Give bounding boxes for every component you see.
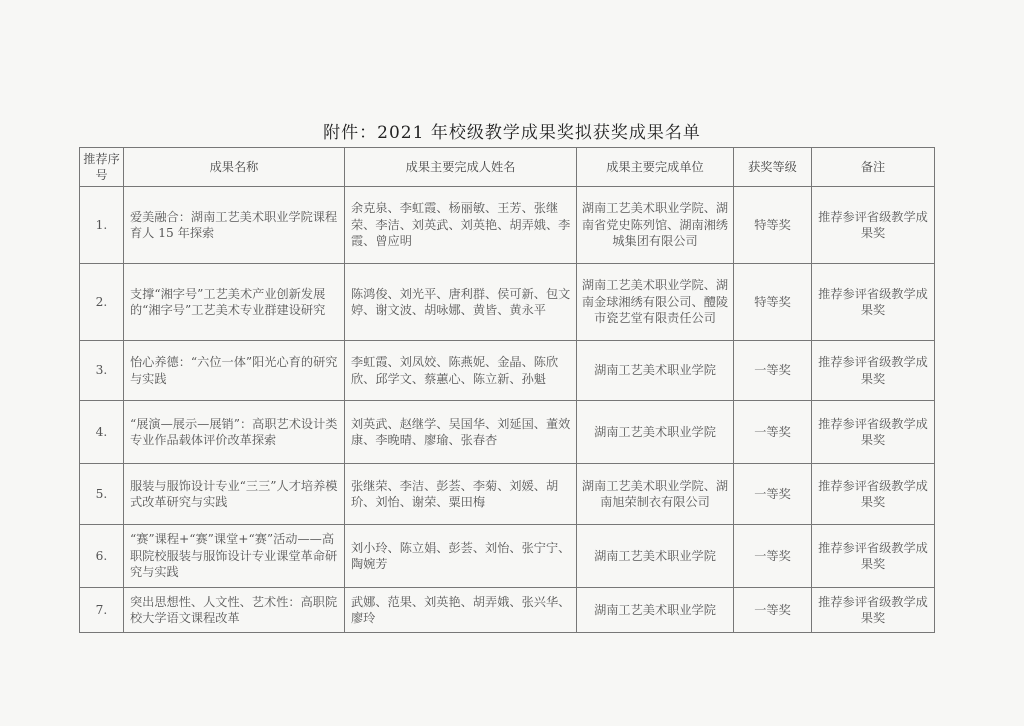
row-index: 6. — [80, 525, 124, 588]
remark: 推荐参评省级教学成果奖 — [812, 401, 935, 464]
award-level: 一等奖 — [734, 525, 812, 588]
completers: 李虹霞、刘凤姣、陈燕妮、金晶、陈欣欣、邱学文、蔡蕙心、陈立新、孙魁 — [345, 341, 577, 401]
remark: 推荐参评省级教学成果奖 — [812, 187, 935, 264]
row-index: 7. — [80, 588, 124, 633]
table-row — [80, 187, 935, 264]
row-index: 2. — [80, 264, 124, 341]
completers: 武娜、范果、刘英艳、胡弄娥、张兴华、廖玲 — [345, 588, 577, 633]
row-index: 1. — [80, 187, 124, 264]
page-title: 附件：2021 年校级教学成果奖拟获奖成果名单 — [323, 123, 701, 143]
remark: 推荐参评省级教学成果奖 — [812, 341, 935, 401]
row-index: 4. — [80, 401, 124, 464]
remark: 推荐参评省级教学成果奖 — [812, 264, 935, 341]
table-row — [80, 464, 935, 525]
table-row — [80, 264, 935, 341]
award-level: 一等奖 — [734, 401, 812, 464]
completers: 陈鸿俊、刘光平、唐利群、侯可新、包文婷、谢文波、胡咏娜、黄皆、黄永平 — [345, 264, 577, 341]
header-name: 成果名称 — [124, 148, 345, 187]
remark: 推荐参评省级教学成果奖 — [812, 525, 935, 588]
completing-unit: 湖南工艺美术职业学院 — [577, 525, 734, 588]
achievement-name: 服装与服饰设计专业“三三”人才培养模式改革研究与实践 — [124, 464, 345, 525]
achievement-name: “赛”课程+“赛”课堂+“赛”活动——高职院校服装与服饰设计专业课堂革命研究与实践 — [124, 525, 345, 588]
achievement-name: 爱美融合：湖南工艺美术职业学院课程育人 15 年探索 — [124, 187, 345, 264]
remark: 推荐参评省级教学成果奖 — [812, 588, 935, 633]
achievement-name: 突出思想性、人文性、艺术性：高职院校大学语文课程改革 — [124, 588, 345, 633]
table-row — [80, 341, 935, 401]
completing-unit: 湖南工艺美术职业学院 — [577, 341, 734, 401]
achievement-name: 怡心养德：“六位一体”阳光心育的研究与实践 — [124, 341, 345, 401]
table-row — [80, 588, 935, 633]
row-index: 5. — [80, 464, 124, 525]
header-level: 获奖等级 — [734, 148, 812, 187]
award-level: 一等奖 — [734, 341, 812, 401]
completing-unit: 湖南工艺美术职业学院 — [577, 588, 734, 633]
table-row — [80, 401, 935, 464]
remark: 推荐参评省级教学成果奖 — [812, 464, 935, 525]
completers: 刘英武、赵继学、吴国华、刘延国、董效康、李晚晴、廖瑜、张春杏 — [345, 401, 577, 464]
award-level: 特等奖 — [734, 264, 812, 341]
completing-unit: 湖南工艺美术职业学院、湖南省党史陈列馆、湖南湘绣城集团有限公司 — [577, 187, 734, 264]
completers: 余克泉、李虹霞、杨丽敏、王芳、张继荣、李洁、刘英武、刘英艳、胡弄娥、李霞、曾应明 — [345, 187, 577, 264]
table-row — [80, 525, 935, 588]
completing-unit: 湖南工艺美术职业学院、湖南旭荣制衣有限公司 — [577, 464, 734, 525]
header-note: 备注 — [812, 148, 935, 187]
completing-unit: 湖南工艺美术职业学院 — [577, 401, 734, 464]
header-people: 成果主要完成人姓名 — [345, 148, 577, 187]
achievement-name: 支撑“湘字号”工艺美术产业创新发展的“湘字号”工艺美术专业群建设研究 — [124, 264, 345, 341]
award-level: 一等奖 — [734, 464, 812, 525]
award-level: 一等奖 — [734, 588, 812, 633]
header-index: 推荐序号 — [80, 148, 124, 187]
completers: 刘小玲、陈立娟、彭荟、刘怡、张宁宁、陶婉芳 — [345, 525, 577, 588]
completers: 张继荣、李洁、彭荟、李菊、刘媛、胡玠、刘怡、谢荣、粟田梅 — [345, 464, 577, 525]
award-level: 特等奖 — [734, 187, 812, 264]
header-unit: 成果主要完成单位 — [577, 148, 734, 187]
achievement-name: “展演—展示—展销”：高职艺术设计类专业作品载体评价改革探索 — [124, 401, 345, 464]
table-header-row — [80, 148, 935, 187]
completing-unit: 湖南工艺美术职业学院、湖南金球湘绣有限公司、醴陵市瓷艺堂有限责任公司 — [577, 264, 734, 341]
row-index: 3. — [80, 341, 124, 401]
award-list-table — [79, 147, 935, 633]
